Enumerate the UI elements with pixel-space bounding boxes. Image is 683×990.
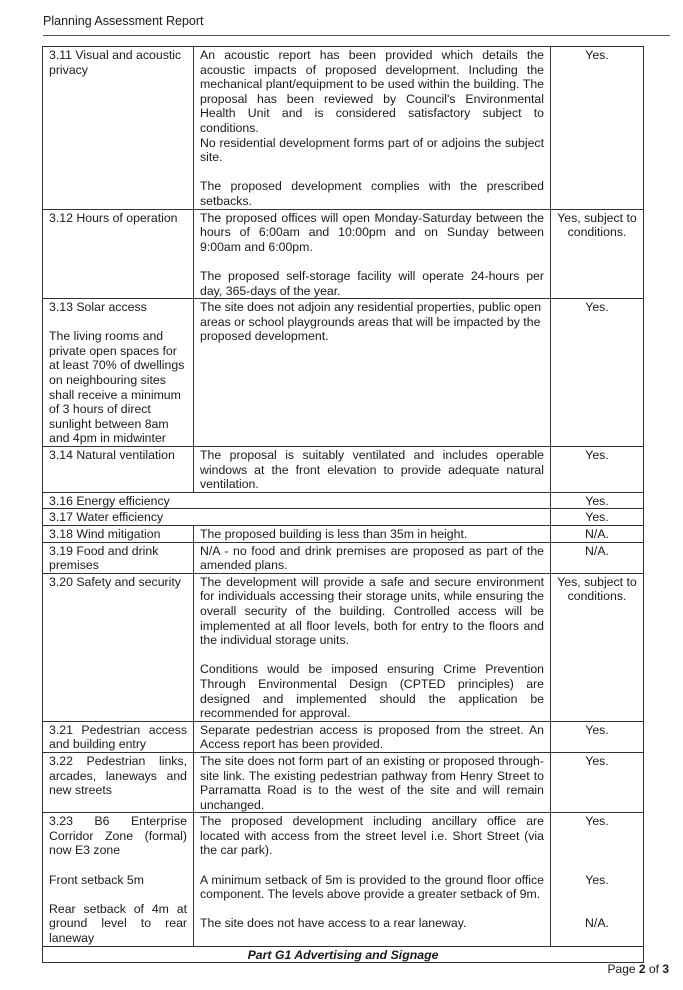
control-cell: 3.20 Safety and security xyxy=(43,573,194,721)
table-row xyxy=(43,47,644,210)
comment-paragraph: The proposed self-storage facility will operate 24-hours per day, 365-days of the year. xyxy=(200,268,544,298)
table-row xyxy=(43,813,644,946)
table-row xyxy=(43,542,644,573)
comment-cell xyxy=(194,209,551,299)
comment-cell: The site does not form part of an existing or proposed through-site link. The existing pedestrian pathway from Henry Street to Parramatta Road is to the west of the site and will remain unchanged. xyxy=(194,752,551,812)
compliance-cell: Yes. xyxy=(551,509,644,526)
control-cell: 3.19 Food and drink premises xyxy=(43,542,194,573)
comment-cell xyxy=(194,813,551,946)
table-row xyxy=(43,509,644,526)
table-row xyxy=(43,721,644,752)
comment-paragraph: The proposed development including ancillary office are located with access from the street level i.e. Short Street (via the car park). xyxy=(200,814,544,858)
control-description: Rear setback of 4m at ground level to rear laneway xyxy=(49,901,187,946)
control-cell: 3.21 Pedestrian access and building entry xyxy=(43,721,194,752)
compliance-cell: Yes, subject to conditions. xyxy=(551,573,644,721)
comment-paragraph: No residential development forms part of or adjoins the subject site. xyxy=(200,135,544,165)
header-title: Planning Assessment Report xyxy=(43,14,204,28)
control-cell: 3.11 Visual and acoustic privacy xyxy=(43,47,194,210)
comment-cell xyxy=(194,47,551,210)
comment-cell: The proposal is suitably ventilated and includes operable windows at the front elevation to provide adequate natural ventilation. xyxy=(194,447,551,493)
compliance-value: Yes. xyxy=(585,872,609,887)
control-description: Front setback 5m xyxy=(49,872,144,887)
control-cell: 3.16 Energy efficiency xyxy=(43,492,551,509)
comment-cell xyxy=(194,573,551,721)
comment-paragraph: The proposed offices will open Monday-Saturday between the hours of 6:00am and 10:00pm and on Sunday between 9:00am and 6:00pm. xyxy=(200,210,544,254)
table-row xyxy=(43,752,644,812)
table-row xyxy=(43,526,644,543)
compliance-cell: Yes, subject to conditions. xyxy=(551,209,644,299)
compliance-cell: Yes. xyxy=(551,447,644,493)
assessment-table xyxy=(42,46,644,963)
comment-paragraph: The proposed development complies with the prescribed setbacks. xyxy=(200,179,544,208)
control-cell: 3.12 Hours of operation xyxy=(43,209,194,299)
section-heading: Part G1 Advertising and Signage xyxy=(43,946,644,963)
comment-cell: N/A - no food and drink premises are proposed as part of the amended plans. xyxy=(194,542,551,573)
table-row xyxy=(43,447,644,493)
comment-cell: The site does not adjoin any residential properties, public open areas or school playgrounds areas that will be impacted by the proposed development. xyxy=(194,299,551,447)
table-row xyxy=(43,573,644,721)
table-row xyxy=(43,209,644,299)
table-row xyxy=(43,492,644,509)
page-number: Page 2 of 3 xyxy=(607,962,669,976)
comment-paragraph: Conditions would be imposed ensuring Crime Prevention Through Environmental Design (CPTED principles) are designed and implemented should the application be recommended for approval. xyxy=(200,662,544,721)
control-title: 3.23 B6 Enterprise Corridor Zone (formal) now E3 zone xyxy=(49,814,187,858)
control-cell: 3.14 Natural ventilation xyxy=(43,447,194,493)
compliance-cell xyxy=(551,813,644,946)
control-description: The living rooms and private open spaces for at least 70% of dwellings on neighbouring sites shall receive a minimum of 3 hours of direct sunlight between 8am and 4pm in midwinter xyxy=(49,329,185,446)
compliance-cell: Yes. xyxy=(551,721,644,752)
compliance-value: Yes. xyxy=(585,814,609,829)
control-cell xyxy=(43,299,194,447)
control-cell xyxy=(43,813,194,946)
compliance-cell: N/A. xyxy=(551,526,644,543)
compliance-cell: Yes. xyxy=(551,47,644,210)
compliance-cell: Yes. xyxy=(551,492,644,509)
comment-paragraph: A minimum setback of 5m is provided to the ground floor office component. The levels above provide a greater setback of 9m. xyxy=(200,872,544,902)
control-cell: 3.17 Water efficiency xyxy=(43,509,551,526)
control-cell: 3.18 Wind mitigation xyxy=(43,526,194,543)
control-title: 3.13 Solar access xyxy=(49,300,147,315)
comment-paragraph: The development will provide a safe and secure environment for individuals accessing their storage units, while ensuring the overall security of the building. Controlled access will be implemented at all floor levels, both for entry to the floors and the individual storage units. xyxy=(200,574,544,648)
table-row xyxy=(43,946,644,963)
compliance-value: N/A. xyxy=(585,916,609,931)
comment-cell: The proposed building is less than 35m in height. xyxy=(194,526,551,543)
table-row xyxy=(43,299,644,447)
header-divider xyxy=(43,35,670,36)
comment-cell: Separate pedestrian access is proposed from the street. An Access report has been provided. xyxy=(194,721,551,752)
comment-paragraph: The site does not have access to a rear laneway. xyxy=(200,916,467,931)
comment-paragraph: An acoustic report has been provided which details the acoustic impacts of proposed development. Including the mechanical plant/equipment to be used within the building. The proposal has been reviewed by Council's Environmental Health Unit and is considered satisfactory subject to conditions. xyxy=(200,48,544,135)
compliance-cell: Yes. xyxy=(551,752,644,812)
control-cell: 3.22 Pedestrian links, arcades, laneways and new streets xyxy=(43,752,194,812)
compliance-cell: Yes. xyxy=(551,299,644,447)
compliance-cell: N/A. xyxy=(551,542,644,573)
